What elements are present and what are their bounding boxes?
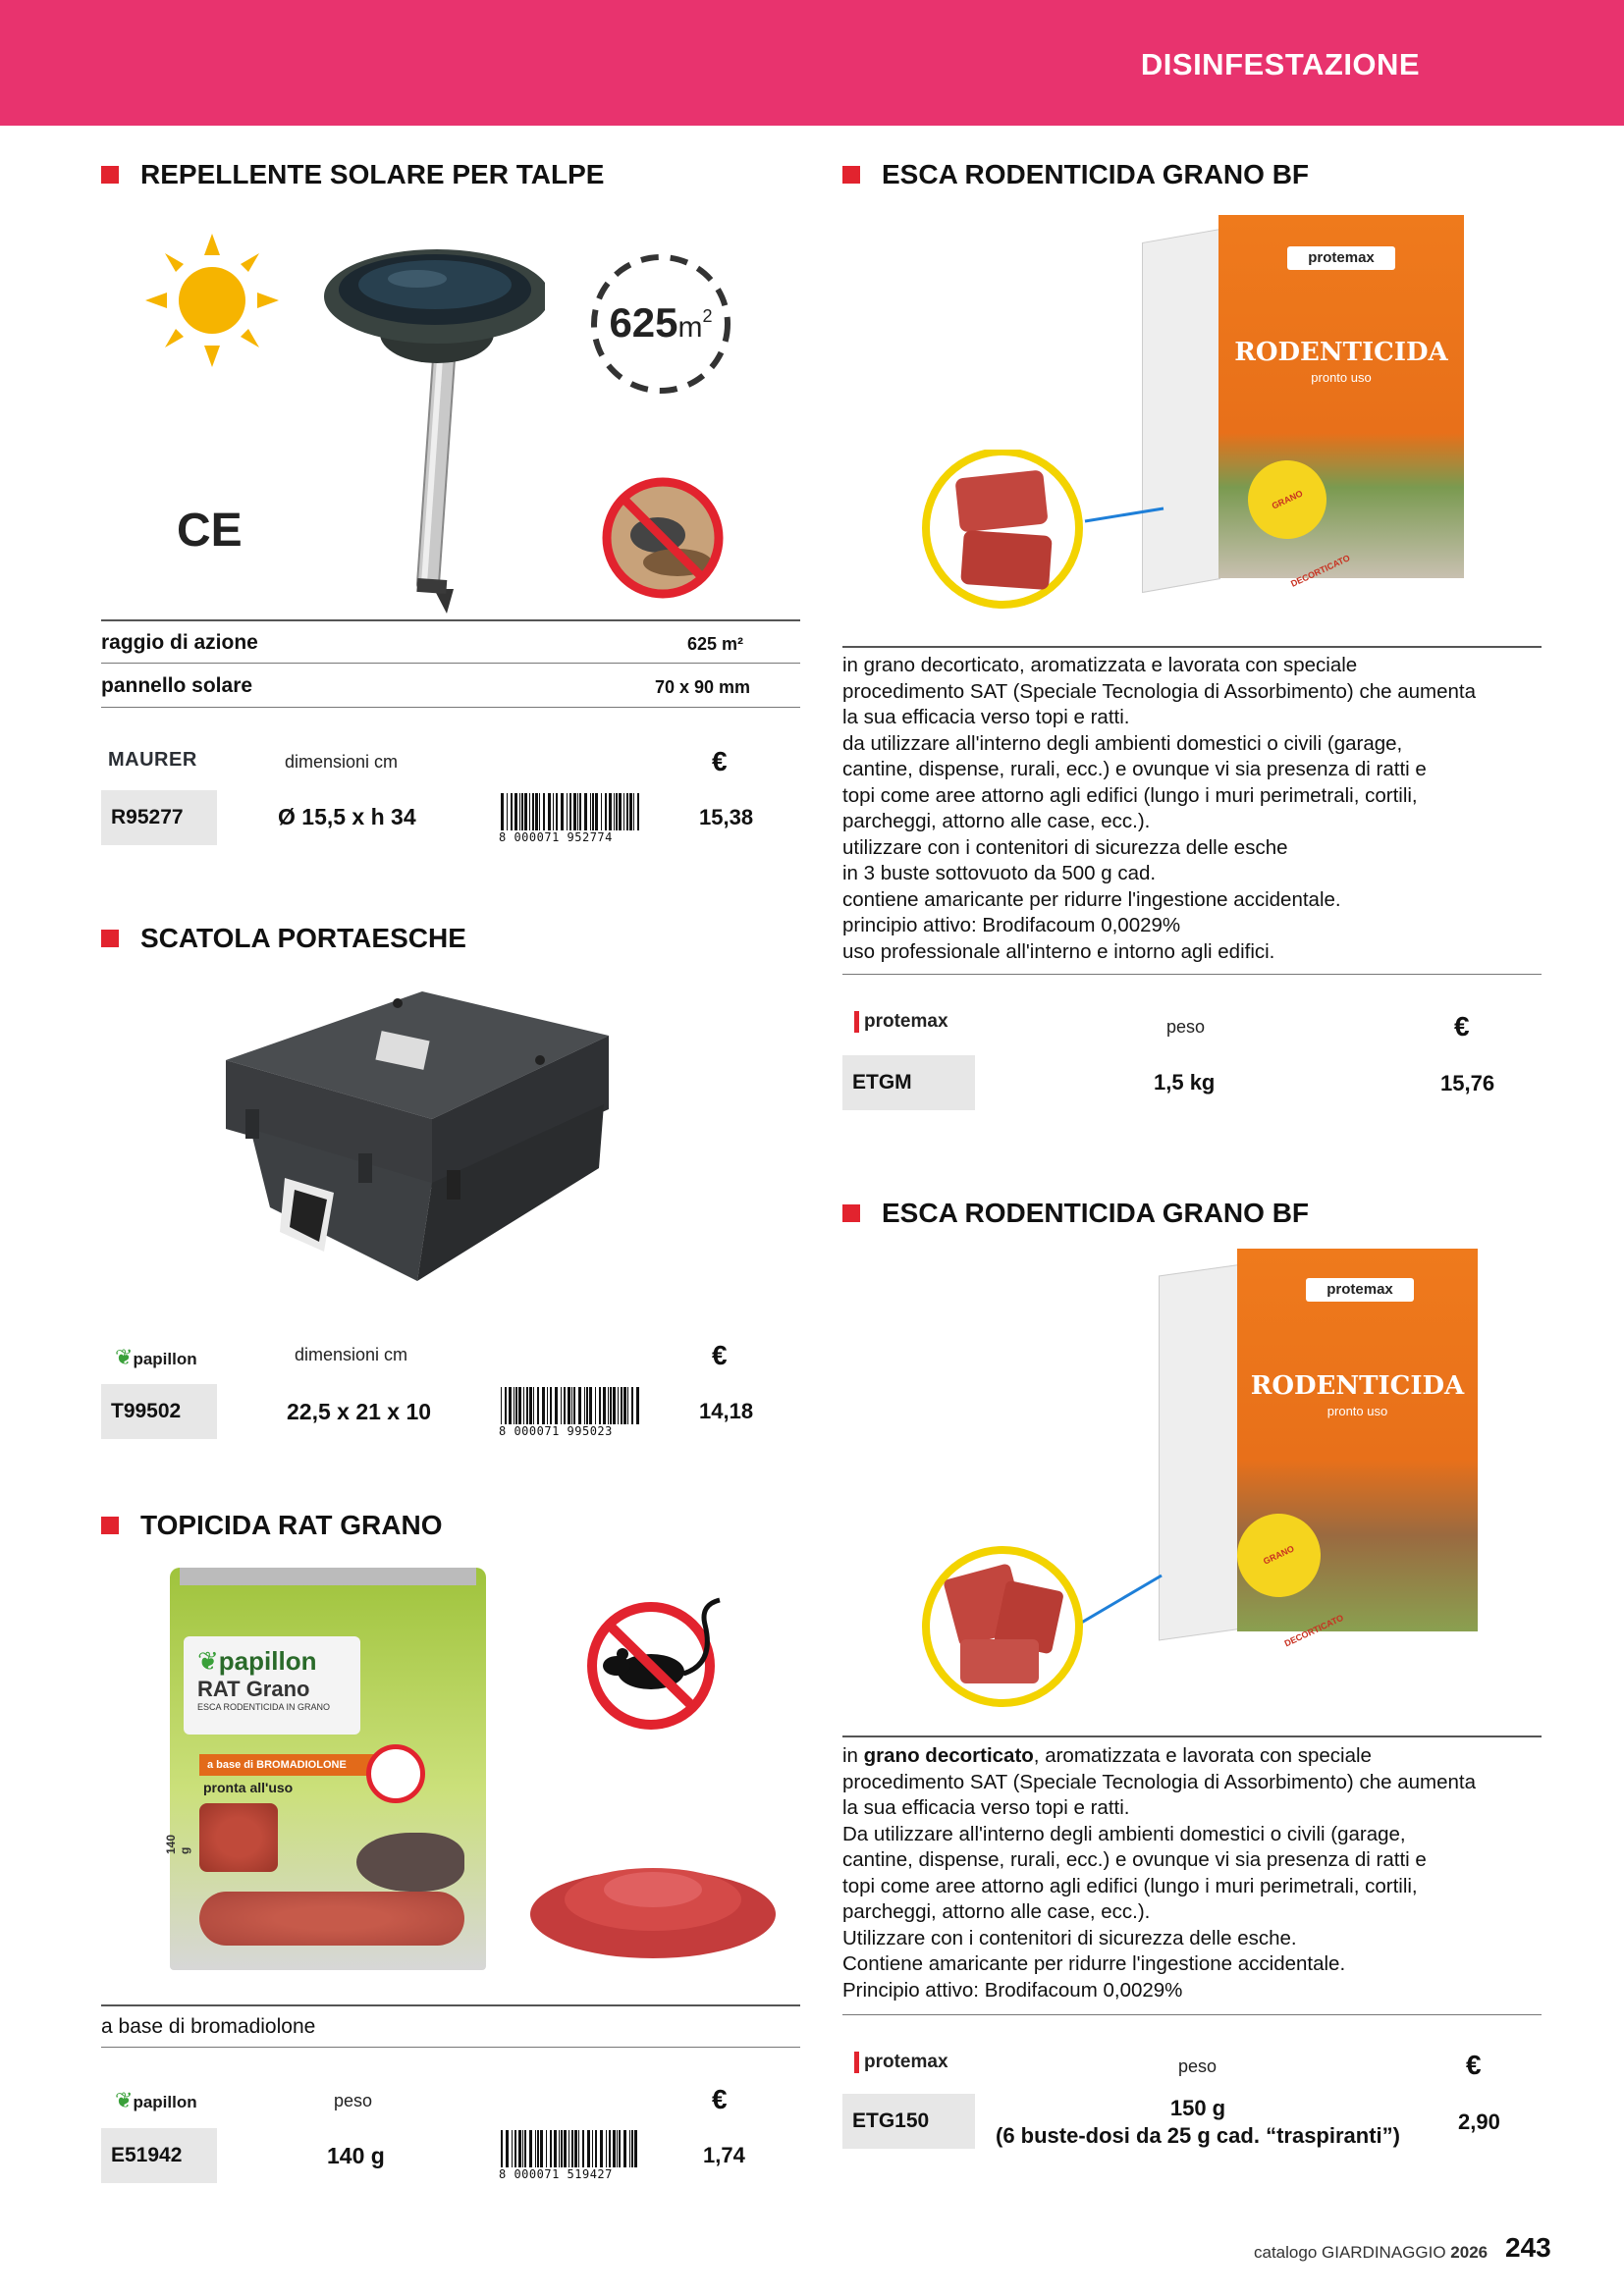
box-name: RODENTICIDA (1234, 338, 1448, 367)
divider (101, 707, 800, 708)
box-sub: pronto uso (1311, 370, 1372, 385)
product-code: R95277 (101, 790, 217, 845)
barcode (499, 1387, 644, 1438)
currency-symbol: € (712, 1340, 728, 1370)
product-weight: 1,5 kg (1154, 1070, 1216, 1095)
spec-label: pannello solare (101, 674, 253, 697)
box-stamp: GRANO DECORTICATO (1223, 1500, 1334, 1611)
weight-label: peso (1178, 2056, 1218, 2076)
spec-label: raggio di azione (101, 631, 258, 654)
catalog-footer: catalogo GIARDINAGGIO 2026 (1254, 2243, 1489, 2262)
section-bullet (842, 1204, 860, 1222)
product-code: ETGM (842, 1055, 975, 1110)
no-mole-icon (599, 474, 727, 602)
divider (842, 2014, 1542, 2015)
section-bullet (842, 166, 860, 184)
section-title-scatola: SCATOLA PORTAESCHE (101, 923, 466, 954)
product-description: in grano decorticato, aromatizzata e lavorata con speciale procedimento SAT (Speciale Tecnologia di Assorbimento) che aumenta la sua efficacia verso topi e ratti. da utilizzare all'interno degli ambienti domestici o civili (garage, cantine, dispense, rurali, ecc.) e ovunque vi sia presenza di ratti e topi come aree attorno agli edifici (lungo i muri perimetrali, cortili, parcheggi, attorno alle case, ecc.). utilizzare con i contenitori di sicurezza delle esche in 3 buste sottovuoto da 500 g cad. contiene amaricante per ridurre l'ingestione accidentale. principio attivo: Brodifacoum 0,0029% uso professionale all'interno e intorno agli edifici. (842, 654, 1476, 963)
product-dimensions: 22,5 x 21 x 10 (287, 1399, 432, 1424)
pack-ready: pronta all'uso (203, 1780, 294, 1795)
currency-symbol: € (1466, 2050, 1482, 2080)
pack-brand: ❦papillon (197, 1646, 317, 1676)
ce-mark: CE (177, 505, 243, 557)
pack-weight: 140 g (164, 1834, 191, 1854)
divider (101, 2004, 800, 2006)
section-title-esca-grano-1: ESCA RODENTICIDA GRANO BF (842, 159, 1309, 190)
price: 14,18 (699, 1399, 754, 1423)
divider (101, 2047, 800, 2048)
leaf-icon: ❦ (115, 1345, 134, 1369)
barcode-bars (499, 1387, 644, 1424)
currency-symbol: € (1454, 1011, 1470, 1041)
product-dimensions: Ø 15,5 x h 34 (278, 804, 416, 829)
barcode-number: 8 000071 952774 (499, 830, 613, 844)
brand-logo-papillon: ❦papillon (115, 2088, 197, 2112)
currency-symbol: € (712, 746, 728, 776)
rat-grano-pack-image (164, 1568, 486, 1970)
barcode (499, 793, 644, 844)
section-title-topicida: TOPICIDA RAT GRANO (101, 1510, 442, 1541)
barcode-bars (499, 793, 644, 830)
bait-box-image (211, 982, 614, 1291)
box-brand: protemax (1287, 246, 1395, 270)
box-stamp: GRANO DECORTICATO (1235, 448, 1339, 552)
brand-logo-protemax: protemax (854, 2052, 948, 2073)
description-first-line: in grano decorticato, aromatizzata e lavorata con speciale (842, 1744, 1372, 1767)
dim-label: dimensioni cm (295, 1345, 408, 1364)
product-description: in grano decorticato, aromatizzata e lavorata con speciale procedimento SAT (Speciale Tecnologia di Assorbimento) che aumenta la sua efficacia verso topi e ratti. Da utilizzare all'interno degli ambienti domestici o civili (garage, cantine, dispense, rurali, ecc.) e ovunque vi sia presenza di ratti e topi come aree attorno agli edifici (lungo i muri perimetrali, cortili, parcheggi, attorno alle case, ecc.). Utilizzare con i contenitori di sicurezza delle esche. Contiene amaricante per ridurre l'ingestione accidentale. Principio attivo: Brodifacoum 0,0029% (842, 1743, 1542, 2003)
no-rat-icon (577, 1595, 734, 1733)
weight-label: peso (334, 2091, 373, 2110)
grain-bags-callout-1 (918, 450, 1095, 612)
section-title-esca-grano-2: ESCA RODENTICIDA GRANO BF (842, 1198, 1309, 1229)
price: 2,90 (1458, 2109, 1500, 2134)
divider (842, 974, 1542, 975)
spec-value: 625 m² (687, 634, 744, 654)
pack-band: a base di BROMADIOLONE (199, 1754, 404, 1776)
leaf-icon: ❦ (197, 1646, 219, 1676)
product-weight: 150 g (6 buste-dosi da 25 g cad. “traspiranti”) (996, 2096, 1400, 2148)
pack-grain-window (199, 1803, 278, 1872)
section-bullet (101, 166, 119, 184)
pack-grain-pile (199, 1892, 464, 1946)
barcode-bars (499, 2130, 644, 2167)
area-badge: $625m^2$ (609, 299, 713, 346)
weight-label: peso (1166, 1017, 1206, 1037)
dim-label: dimensioni cm (285, 752, 399, 772)
box-front (1237, 1249, 1478, 1649)
pack-no-rat-icon (366, 1744, 425, 1803)
sun-icon (145, 234, 279, 367)
product-code: T99502 (101, 1384, 217, 1439)
pack-subtitle: ESCA RODENTICIDA IN GRANO (197, 1702, 331, 1712)
box-name: RODENTICIDA (1250, 1371, 1465, 1401)
divider (842, 1735, 1542, 1737)
brand-logo-maurer: MAURER (108, 749, 197, 771)
box-side (1159, 1264, 1239, 1641)
section-bullet (101, 1517, 119, 1534)
rodenticida-box-image-2 (1159, 1245, 1483, 1649)
section-title-repellente: REPELLENTE SOLARE PER TALPE (101, 159, 604, 190)
divider (101, 663, 800, 664)
price: 1,74 (703, 2143, 745, 2167)
product-code: ETG150 (842, 2094, 975, 2149)
barcode-number: 8 000071 519427 (499, 2167, 613, 2181)
rodenticida-box-image-1 (1142, 211, 1466, 589)
solar-repellent-image (309, 236, 545, 618)
box-front (1218, 215, 1464, 589)
page-number: 243 (1505, 2232, 1551, 2263)
barcode-number: 8 000071 995023 (499, 1424, 613, 1438)
barcode (499, 2130, 644, 2181)
pack-label (184, 1636, 360, 1735)
category-title: DISINFESTAZIONE (1140, 47, 1421, 81)
brand-logo-papillon: ❦papillon (115, 1345, 197, 1369)
pack-name: RAT Grano (197, 1677, 310, 1701)
leaf-icon: ❦ (115, 2088, 134, 2112)
price: 15,38 (699, 805, 754, 829)
pack-seal (180, 1568, 476, 1585)
pack-rat-image (356, 1833, 464, 1892)
price: 15,76 (1440, 1071, 1495, 1095)
divider (842, 646, 1542, 648)
red-grain-pile-image (525, 1845, 781, 1963)
product-code: E51942 (101, 2128, 217, 2183)
product-weight: 140 g (327, 2143, 385, 2168)
box-brand: protemax (1306, 1278, 1414, 1302)
grain-bags-callout-2 (916, 1546, 1093, 1708)
brand-logo-protemax: protemax (854, 1011, 948, 1033)
currency-symbol: € (712, 2084, 728, 2114)
product-note: a base di bromadiolone (101, 2015, 316, 2038)
section-bullet (101, 930, 119, 947)
divider (101, 619, 800, 621)
box-sub: pronto uso (1326, 1404, 1388, 1418)
spec-value: 70 x 90 mm (655, 677, 751, 697)
